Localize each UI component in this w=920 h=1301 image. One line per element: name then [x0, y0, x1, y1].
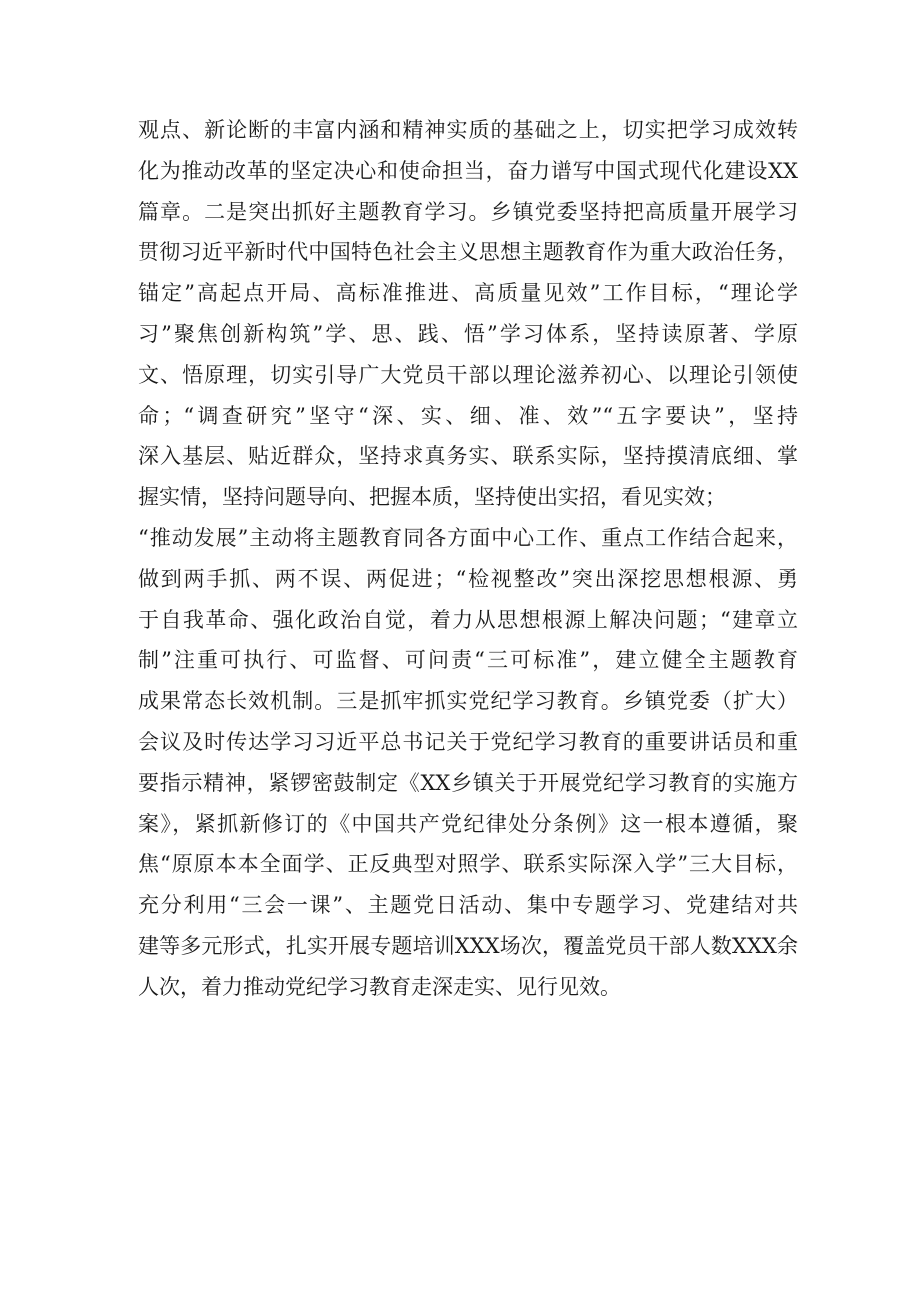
text-line: 充分利用“三会一课”、主题党日活动、集中专题学习、党建结对共 — [138, 893, 798, 918]
body-paragraph — [138, 110, 798, 1008]
text-line: 习”聚焦创新构筑”学、思、践、悟”学习体系，坚持读原著、学原 — [138, 321, 798, 346]
text-line: 化为推动改革的坚定决心和使命担当，奋力谱写中国式现代化建设XX — [138, 158, 798, 183]
text-line: 篇章。二是突出抓好主题教育学习。乡镇党委坚持把高质量开展学习 — [138, 199, 798, 224]
text-line: 命；“调查研究”坚守“深、实、细、准、效”“五字要诀”，坚持 — [138, 403, 798, 428]
text-line: 观点、新论断的丰富内涵和精神实质的基础之上，切实把学习成效转 — [138, 118, 798, 142]
text-line: 人次，着力推动党纪学习教育走深走实、见行见效。 — [138, 974, 621, 999]
text-line: 锚定”高起点开局、高标准推进、高质量见效”工作目标，“理论学 — [138, 281, 798, 306]
text-line: 贯彻习近平新时代中国特色社会主义思想主题教育作为重大政治任务， — [138, 240, 798, 265]
text-line: 要指示精神，紧锣密鼓制定《XX乡镇关于开展党纪学习教育的实施方 — [138, 770, 798, 795]
text-line: 会议及时传达学习习近平总书记关于党纪学习教育的重要讲话员和重 — [138, 729, 798, 754]
text-line: 建等多元形式，扎实开展专题培训XXX场次，覆盖党员干部人数XXX余 — [138, 933, 798, 958]
text-line: 深入基层、贴近群众，坚持求真务实、联系实际，坚持摸清底细、掌 — [138, 444, 798, 469]
text-line: 制”注重可执行、可监督、可问责“三可标准”，建立健全主题教育 — [138, 648, 798, 673]
text-line: 做到两手抓、两不误、两促进；“检视整改”突出深挖思想根源、勇 — [138, 566, 798, 591]
text-line: 握实情，坚持问题导向、把握本质，坚持使出实招，看见实效； — [138, 485, 726, 510]
text-line: 文、悟原理，切实引导广大党员干部以理论滋养初心、以理论引领使 — [138, 362, 798, 387]
text-line: 案》，紧抓新修订的《中国共产党纪律处分条例》这一根本遵循，聚 — [138, 811, 798, 836]
text-line: 成果常态长效机制。三是抓牢抓实党纪学习教育。乡镇党委（扩大） — [138, 689, 798, 714]
text-line: “推动发展”主动将主题教育同各方面中心工作、重点工作结合起来， — [138, 525, 798, 550]
text-line: 焦“原原本本全面学、正反典型对照学、联系实际深入学”三大目标， — [138, 852, 798, 877]
text-line: 于自我革命、强化政治自觉，着力从思想根源上解决问题；“建章立 — [138, 607, 798, 632]
